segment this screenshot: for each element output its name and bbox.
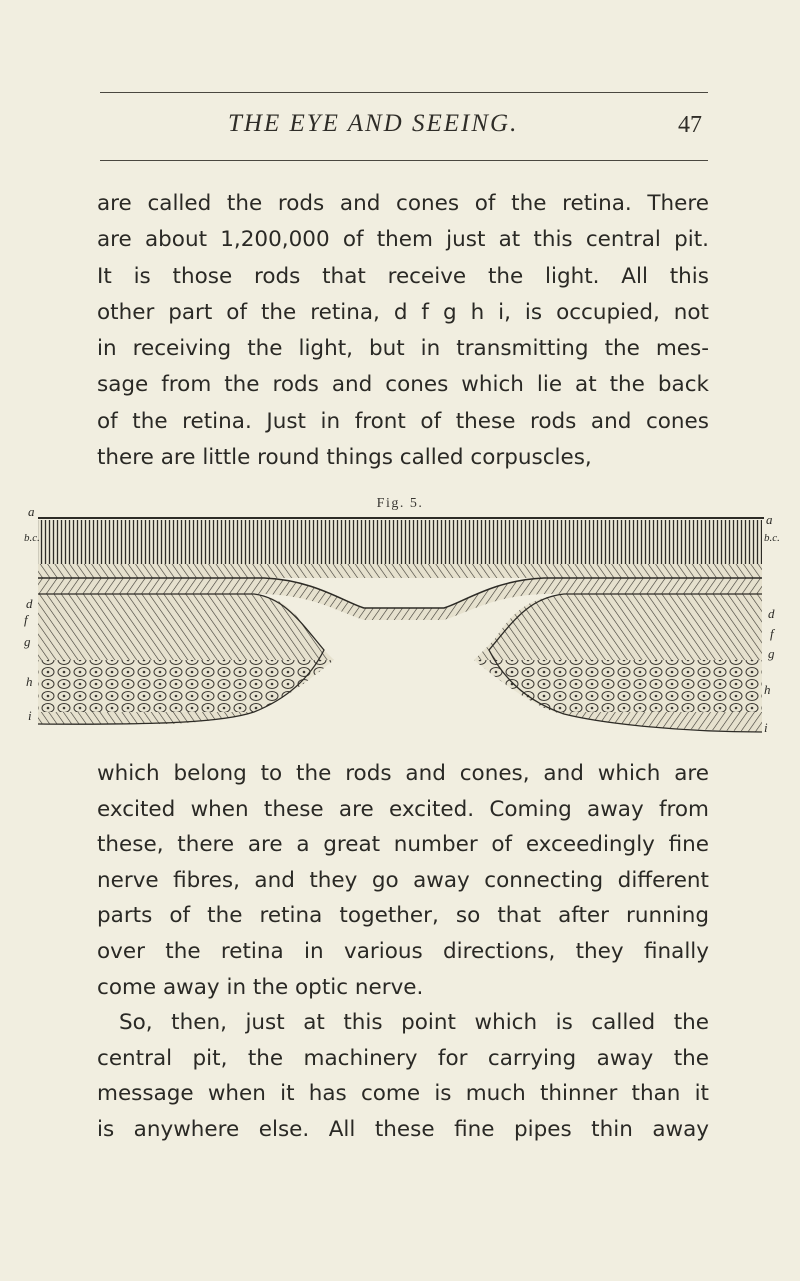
figure-label-left: h <box>26 674 33 689</box>
text-line: are about 1,200,000 of them just at this central pit. <box>97 227 709 253</box>
figure-label-right: d <box>768 606 775 621</box>
text-line: So, then, just at this point which is called the <box>119 1010 709 1036</box>
running-head <box>100 110 708 144</box>
figure-label-right: b.c. <box>764 532 780 544</box>
text-line: other part of the retina, d f g h i, is occupied, not <box>97 299 709 325</box>
retina-illustration <box>24 510 800 742</box>
text-line: parts of the retina together, so that after running <box>97 903 709 929</box>
figure-label-left: d <box>26 596 33 611</box>
figure-label-left: a <box>28 504 35 519</box>
text-line: excited when these are excited. Coming away from <box>97 796 709 822</box>
text-line: which belong to the rods and cones, and which are <box>97 761 709 786</box>
figure-label-right: i <box>764 720 768 735</box>
text-line: is anywhere else. All these fine pipes thin away <box>97 1116 709 1142</box>
figure-label-left: b.c. <box>24 532 40 544</box>
retina-cross-section-figure <box>24 504 800 742</box>
page-number: 47 <box>678 112 702 138</box>
text-line: these, there are a great number of exceedingly fine <box>97 832 709 858</box>
text-line: there are little round things called corpuscles, <box>97 445 592 471</box>
text-line: come away in the optic nerve. <box>97 974 424 1000</box>
text-line: central pit, the machinery for carrying away the <box>97 1045 709 1071</box>
text-line: message when it has come is much thinner than it <box>97 1081 709 1107</box>
paragraph-1 <box>97 186 709 476</box>
header-top-rule <box>100 92 708 93</box>
text-line: of the retina. Just in front of these rods and cones <box>97 408 709 434</box>
text-line: nerve fibres, and they go away connecting different <box>97 867 709 893</box>
figure-label-left: f <box>24 612 28 627</box>
figure-label-right: h <box>764 682 771 697</box>
figure-label-right: f <box>770 626 774 641</box>
paragraph-2 <box>97 756 709 1148</box>
header-bottom-rule <box>100 160 708 161</box>
text-line: It is those rods that receive the light. All this <box>97 263 709 289</box>
figure-label-right: g <box>768 646 775 661</box>
text-line: in receiving the light, but in transmitting the mes- <box>97 336 709 362</box>
running-title: THE EYE AND SEEING. <box>228 110 519 137</box>
figure-label-right: a <box>766 512 773 527</box>
text-line: sage from the rods and cones which lie at the back <box>97 372 709 398</box>
figure-label-left: i <box>28 708 32 723</box>
figure-caption: Fig. 5. <box>376 496 424 511</box>
figure-label-left: g <box>24 634 31 649</box>
text-line: are called the rods and cones of the retina. There <box>97 191 709 216</box>
text-line: over the retina in various directions, they finally <box>97 938 709 964</box>
